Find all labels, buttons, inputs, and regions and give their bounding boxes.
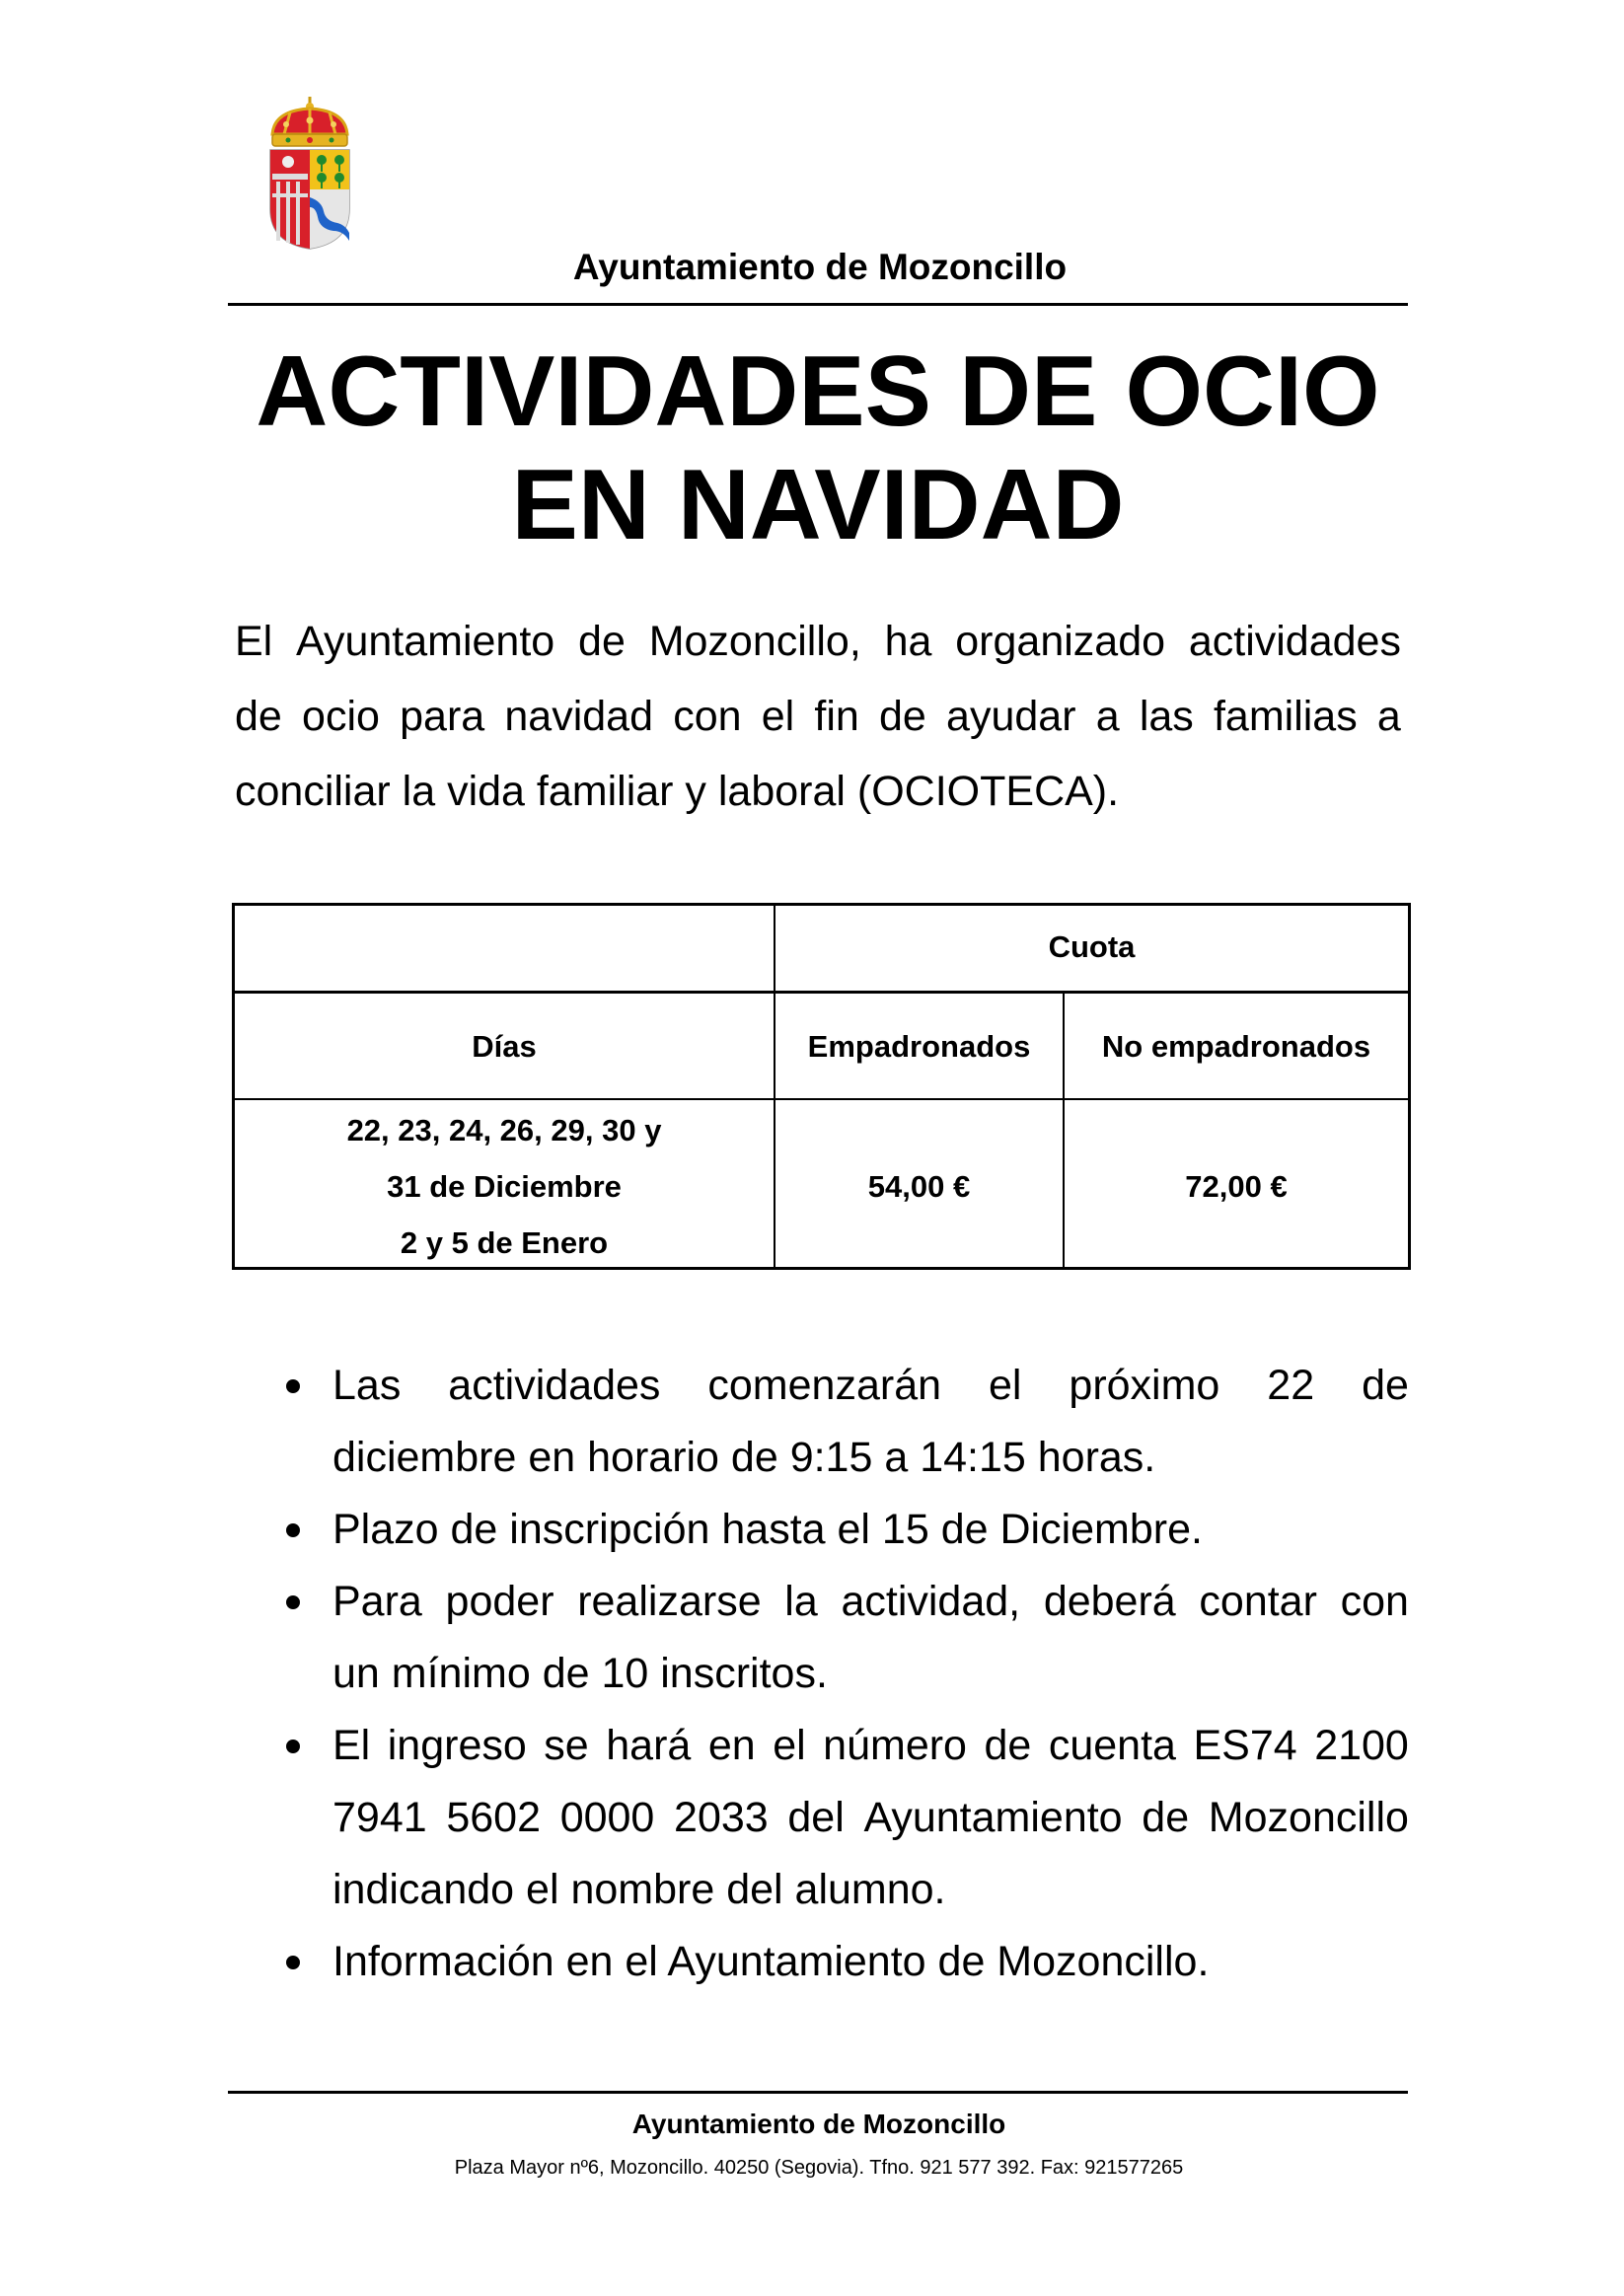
list-item: [276, 1926, 1409, 1998]
list-item-line: [332, 1782, 1409, 1854]
word: actividades: [448, 1362, 661, 1409]
word: en: [707, 1722, 756, 1769]
page-title-line-1: ACTIVIDADES DE OCIO: [256, 336, 1380, 447]
table-cell-dias-line-2: 31 de Diciembre: [387, 1169, 622, 1204]
list-item-line: [332, 1350, 1409, 1422]
word: fin: [814, 693, 859, 740]
footer-address: Plaza Mayor nº6, Mozoncillo. 40250 (Segovia). Tfno. 921 577 392. Fax: 921577265: [454, 2157, 1184, 2179]
word: actividad,: [841, 1578, 1021, 1625]
intro-paragraph: [235, 604, 1401, 829]
list-item-line: Plazo de inscripción hasta el 15 de Diciembre.: [332, 1506, 1203, 1553]
header-organization: Ayuntamiento de Mozoncillo: [572, 247, 1068, 287]
word: Para: [332, 1578, 422, 1625]
list-item-line: [332, 1566, 1409, 1638]
list-item: [276, 1494, 1409, 1566]
table-cell-empadronados: 54,00 €: [867, 1169, 971, 1204]
word: a: [1095, 693, 1120, 740]
word: ingreso: [387, 1722, 527, 1769]
word: realizarse: [577, 1578, 762, 1625]
table-cell-dias-line-3: 2 y 5 de Enero: [400, 1225, 609, 1260]
bullet-icon: [286, 1595, 300, 1609]
table-row-dias: [235, 1102, 774, 1271]
list-item-line: [332, 1710, 1409, 1782]
table-header-dias: Días: [472, 1029, 537, 1064]
word: El: [235, 618, 273, 665]
word: cuenta: [1048, 1722, 1176, 1769]
intro-line-1: [235, 604, 1401, 679]
intro-line-3: conciliar la vida familiar y laboral (OCIOTECA).: [235, 768, 1120, 815]
word: el: [773, 1722, 806, 1769]
word: 7941: [332, 1794, 427, 1841]
page-title: [228, 335, 1408, 562]
word: con: [673, 693, 742, 740]
word: de: [1362, 1362, 1409, 1409]
word: El: [332, 1722, 371, 1769]
word: se: [544, 1722, 589, 1769]
word: las: [1139, 693, 1194, 740]
word: de: [578, 618, 626, 665]
word: ha: [884, 618, 932, 665]
table-cell-dias-line-1: 22, 23, 24, 26, 29, 30 y: [346, 1113, 662, 1148]
word: actividades: [1188, 618, 1401, 665]
word: Mozoncillo: [1208, 1794, 1409, 1841]
list-item-line: Información en el Ayuntamiento de Mozoncillo.: [332, 1938, 1210, 1985]
word: contar: [1199, 1578, 1317, 1625]
word: 2100: [1314, 1722, 1409, 1769]
word: organizado: [955, 618, 1166, 665]
intro-line-2: [235, 679, 1401, 754]
word: de: [1142, 1794, 1190, 1841]
word: próximo: [1069, 1362, 1220, 1409]
list-item-line: diciembre en horario de 9:15 a 14:15 horas.: [332, 1434, 1156, 1481]
footer-organization: Ayuntamiento de Mozoncillo: [631, 2109, 1006, 2139]
header-divider: [228, 303, 1408, 306]
word: Ayuntamiento: [863, 1794, 1123, 1841]
word: el: [988, 1362, 1022, 1409]
footer-divider: [228, 2091, 1408, 2094]
word: hará: [606, 1722, 692, 1769]
word: 5602: [446, 1794, 542, 1841]
list-item: [276, 1566, 1409, 1710]
table-cell-no-empadronados: 72,00 €: [1185, 1169, 1288, 1204]
table-divider: [235, 991, 1408, 994]
word: Mozoncillo,: [648, 618, 861, 665]
word: deberá: [1043, 1578, 1176, 1625]
list-item-line: indicando el nombre del alumno.: [332, 1866, 946, 1913]
word: número: [823, 1722, 967, 1769]
word: 22: [1267, 1362, 1315, 1409]
table-group-header-cuota: Cuota: [1048, 929, 1136, 964]
list-item-line: un mínimo de 10 inscritos.: [332, 1650, 828, 1697]
bullet-icon: [286, 1379, 300, 1393]
bullet-icon: [286, 1523, 300, 1537]
word: navidad: [504, 693, 654, 740]
info-list: [276, 1350, 1409, 1998]
word: Ayuntamiento: [296, 618, 555, 665]
word: la: [784, 1578, 818, 1625]
word: 2033: [674, 1794, 769, 1841]
table-divider: [235, 1098, 1408, 1100]
page-title-line-2: EN NAVIDAD: [511, 450, 1125, 560]
bullet-icon: [286, 1956, 300, 1969]
word: ES74: [1193, 1722, 1297, 1769]
word: el: [761, 693, 795, 740]
word: para: [400, 693, 485, 740]
word: ayudar: [946, 693, 1076, 740]
word: de: [984, 1722, 1032, 1769]
word: poder: [445, 1578, 554, 1625]
list-item: [276, 1350, 1409, 1494]
coat-of-arms-icon: [264, 95, 355, 251]
table-header-no-empadronados: No empadronados: [1101, 1029, 1371, 1064]
word: 0000: [559, 1794, 655, 1841]
word: familias: [1213, 693, 1358, 740]
word: de: [235, 693, 282, 740]
word: del: [787, 1794, 845, 1841]
word: comenzarán: [707, 1362, 942, 1409]
word: de: [879, 693, 926, 740]
word: con: [1340, 1578, 1409, 1625]
table-header-empadronados: Empadronados: [807, 1029, 1031, 1064]
fees-table: [232, 903, 1411, 1270]
word: Las: [332, 1362, 402, 1409]
word: a: [1376, 693, 1401, 740]
word: ocio: [302, 693, 380, 740]
bullet-icon: [286, 1740, 300, 1753]
list-item: [276, 1710, 1409, 1926]
